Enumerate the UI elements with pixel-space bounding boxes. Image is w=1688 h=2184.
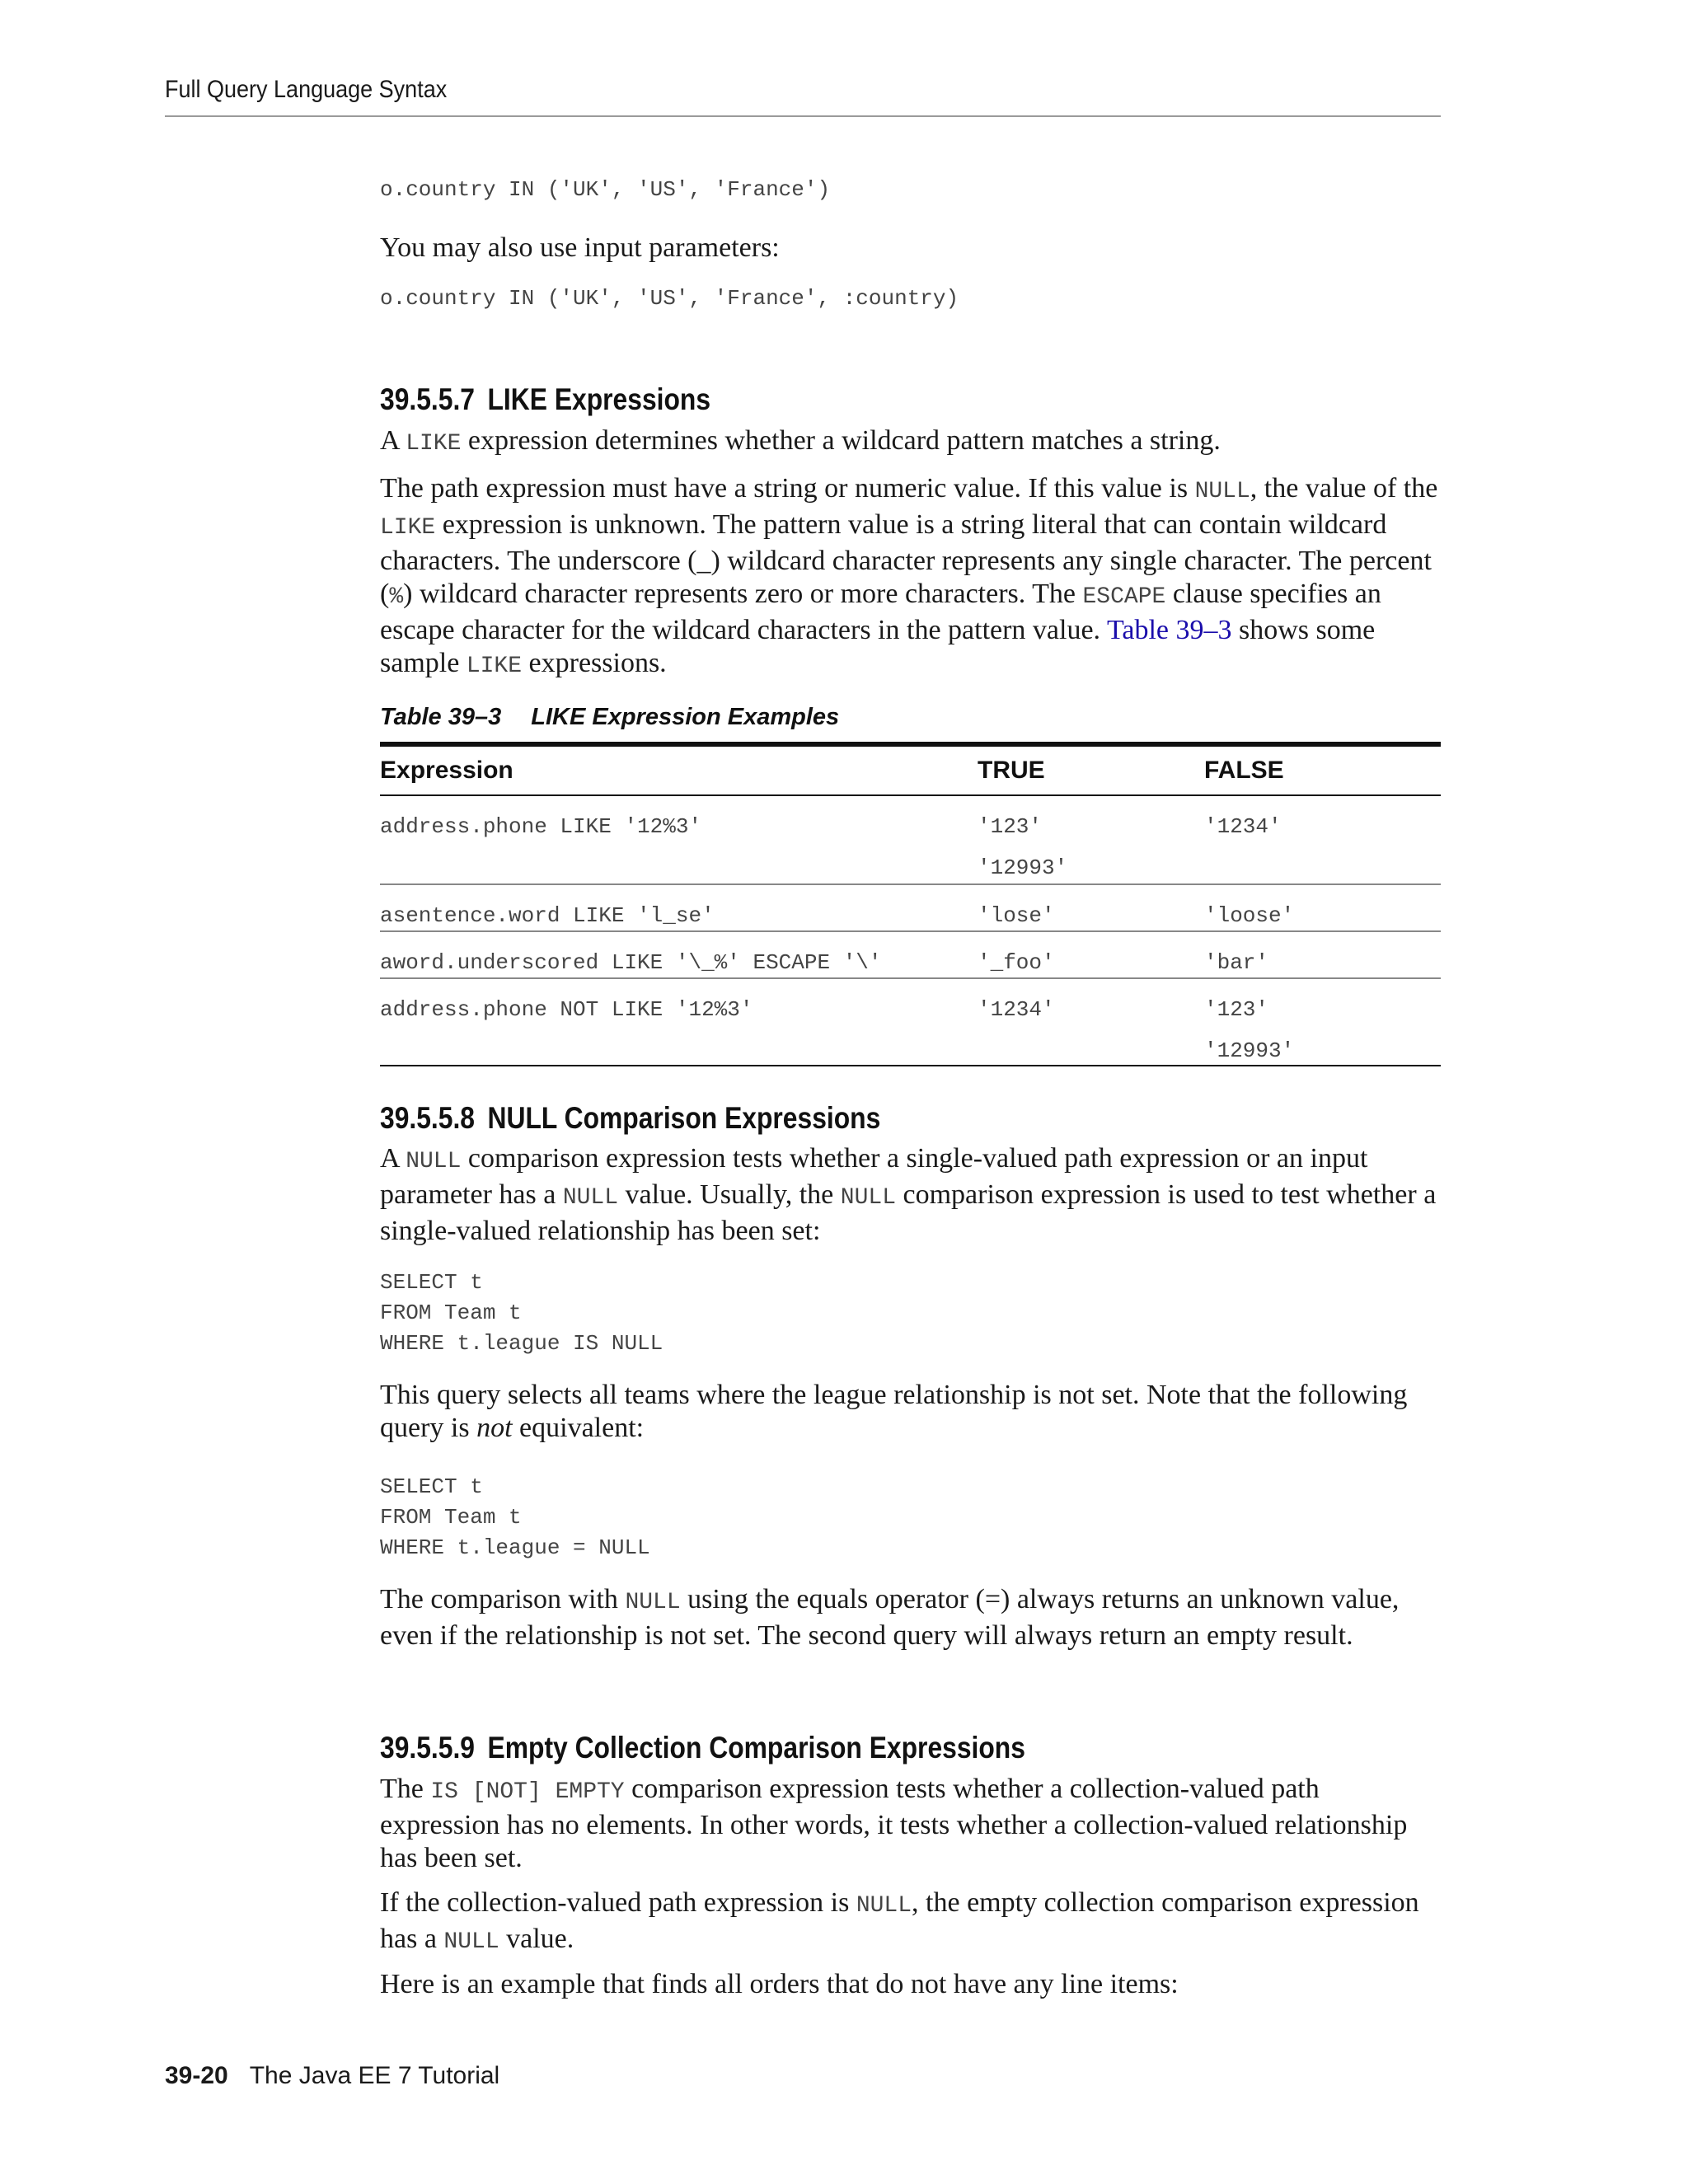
table-row — [380, 885, 1441, 932]
column-header-false: FALSE — [1204, 757, 1284, 784]
section-heading-like — [380, 382, 1292, 417]
cell-true: 'lose' — [978, 903, 1055, 928]
section-title: Empty Collection Comparison Expressions — [487, 1731, 1025, 1765]
cell-expression: aword.underscored LIKE '\_%' ESCAPE '\' — [380, 950, 882, 975]
cell-expression: address.phone LIKE '12%3' — [380, 814, 702, 839]
cell-true: '_foo' — [978, 950, 1055, 975]
empty-paragraph-2: If the collection-valued path expression is NULL, the empty collection comparison expression has a NULL value. — [380, 1887, 1419, 1955]
section-number: 39.5.5.9 — [380, 1731, 476, 1765]
null-paragraph-3: The comparison with NULL using the equals operator (=) always returns an unknown value, even if the relationship is not set. The second query will always return an empty result. — [380, 1584, 1400, 1651]
like-examples-table — [380, 742, 1441, 1063]
section-title: NULL Comparison Expressions — [487, 1101, 881, 1135]
cell-false: '1234' — [1204, 814, 1282, 839]
section-number: 39.5.5.8 — [380, 1101, 476, 1135]
cell-true: '123' '12993' — [978, 814, 1068, 880]
cell-false: 'loose' — [1204, 903, 1295, 928]
code-example-in-list: o.country IN ('UK', 'US', 'France') — [380, 177, 831, 202]
like-paragraph-2: The path expression must have a string or numeric value. If this value is NULL, the value of the LIKE expression is unknown. The pattern value is a string literal that can contain wildcard characters. The underscore (_) wildcard character represents any single character. The percent (%) wildcard character represents zero or more characters. The ESCAPE clause specifies an escape character for the wildcard characters in the pattern value. Table 39–3 shows some sample LIKE expressions. — [380, 473, 1438, 679]
page-number: 39-20 — [165, 2062, 228, 2089]
table-row — [380, 979, 1441, 1066]
book-title: The Java EE 7 Tutorial — [249, 2062, 500, 2089]
column-header-true: TRUE — [978, 757, 1045, 784]
page-footer — [165, 2062, 499, 2090]
cell-false: '123' '12993' — [1204, 997, 1295, 1063]
section-number: 39.5.5.7 — [380, 382, 476, 416]
empty-paragraph-3: Here is an example that finds all orders that do not have any line items: — [380, 1969, 1179, 1999]
cell-expression: address.phone NOT LIKE '12%3' — [380, 997, 753, 1022]
running-header: Full Query Language Syntax — [165, 76, 448, 103]
code-example-is-null: SELECT t FROM Team t WHERE t.league IS NULL — [380, 1270, 663, 1356]
section-heading-null — [380, 1101, 1292, 1136]
cell-false: 'bar' — [1204, 950, 1269, 975]
table-row — [380, 932, 1441, 979]
table-caption: Table 39–3 LIKE Expression Examples — [380, 704, 840, 730]
section-title: LIKE Expressions — [487, 382, 711, 416]
header-rule — [165, 115, 1441, 117]
code-example-equals-null: SELECT t FROM Team t WHERE t.league = NULL — [380, 1474, 650, 1560]
empty-paragraph-1: The IS [NOT] EMPTY comparison expression tests whether a collection-valued path expression has no elements. In other words, it tests whether a collection-valued relationship has been set. — [380, 1774, 1408, 1873]
cell-true: '1234' — [978, 997, 1055, 1022]
section-heading-empty — [380, 1731, 1292, 1765]
table-link[interactable]: Table 39–3 — [1106, 615, 1232, 645]
code-example-in-param: o.country IN ('UK', 'US', 'France', :country) — [380, 286, 959, 311]
table-row — [380, 796, 1441, 885]
like-paragraph-1: A LIKE expression determines whether a wildcard pattern matches a string. — [380, 425, 1221, 457]
cell-expression: asentence.word LIKE 'l_se' — [380, 903, 715, 928]
column-header-expression: Expression — [380, 757, 513, 784]
input-params-paragraph: You may also use input parameters: — [380, 232, 780, 263]
null-paragraph-2: This query selects all teams where the league relationship is not set. Note that the following query is not equivalent: — [380, 1380, 1408, 1443]
null-paragraph-1: A NULL comparison expression tests whether a single-valued path expression or an input parameter has a NULL value. Usually, the NULL comparison expression is used to test whether a single-valued relationship has been set: — [380, 1143, 1437, 1246]
table-header-row — [380, 747, 1441, 796]
